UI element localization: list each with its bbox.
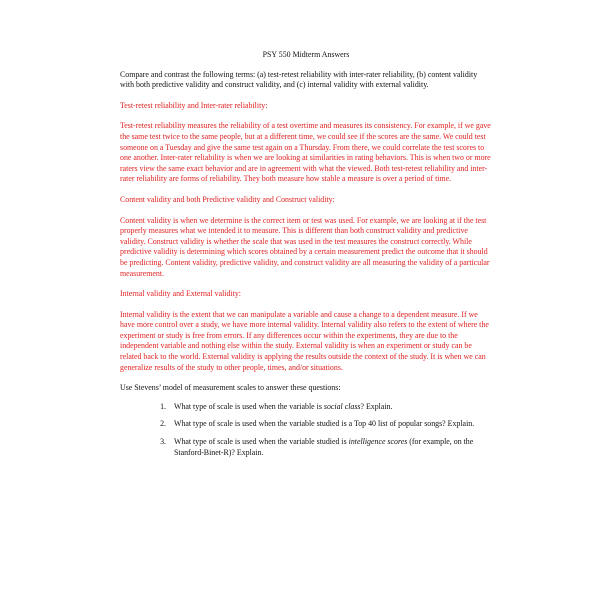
question-text: What type of scale is used when the variable is — [174, 401, 324, 411]
document-page — [120, 50, 492, 465]
question-text: What type of scale is used when the variable studied is — [174, 437, 349, 447]
question-lead: Use Stevens’ model of measurement scales to answer these questions: — [120, 383, 341, 393]
question-emphasis: social class — [323, 401, 361, 411]
section-body-content-validity: Content validity is when we determine is the correct item or test was used. For example, we are looking at if the test properly measures what we intended it to measure. This is different than both construct validity and predictive validity. Construct validity is whether the scale that was used in the test measures the construct correctly. While predictive validity is determining which scores obtained by a certain measurement predict the outcome that it should be predicting. Content validity, predictive validity, and construct validity are all measuring the validity of a particular measurement. — [120, 215, 490, 278]
section-heading-internal-external: Internal validity and External validity: — [120, 289, 241, 299]
question-text-end: (for example, on the Stanford-Binet-R)? Explain. — [174, 437, 474, 457]
intro-prompt: Compare and contrast the following terms: (a) test-retest reliability with inter-rater reliability, (b) content validity with both predictive validity and construct validity, and (c) internal validity with external validity. — [120, 69, 478, 90]
question-item — [168, 437, 492, 458]
question-item — [168, 419, 492, 430]
section-body-internal-external: Internal validity is the extent that we can manipulate a variable and cause a change to a dependent measure. If we have more control over a study, we have more internal validity. Internal validity also refers to the extent of where the experiment or study is free from errors. If any differences occur within the experiments, they are due to the independent variable and nothing else within the study. External validity is when an experiment or study can be related back to the world. External validity is applying the results outside the context of the study. It is when we can generalize results of the study to other people, times, and/or situations. — [120, 309, 489, 372]
section-body-reliability: Test-retest reliability measures the reliability of a test overtime and measures its consistency. For example, if we gave the same test twice to the same people, but at a different time, we could see if the scores are the same. We could test someone on a Tuesday and give the same test again on a Thursday. From there, we could correlate the test scores to one another. Inter-rater reliability is when we are looking at similarities in rating behaviors. This is when two or more raters view the same exact behavior and are in agreement with what the viewed. Both test-retest reliability and inter-rater reliability are forms of reliability. They both measure how stable a measure is over a period of time. — [120, 121, 491, 184]
question-list — [120, 402, 492, 458]
section-heading-reliability: Test-retest reliability and Inter-rater reliability: — [120, 100, 268, 110]
document-title: PSY 550 Midterm Answers — [262, 50, 350, 59]
question-text: What type of scale is used when the variable studied is a Top 40 list of popular songs? Explain. — [174, 419, 475, 429]
question-item — [168, 402, 492, 413]
question-emphasis: intelligence scores — [348, 437, 408, 447]
section-heading-content-validity: Content validity and both Predictive validity and Construct validity: — [120, 194, 335, 204]
question-text-end: ? Explain. — [360, 401, 393, 411]
